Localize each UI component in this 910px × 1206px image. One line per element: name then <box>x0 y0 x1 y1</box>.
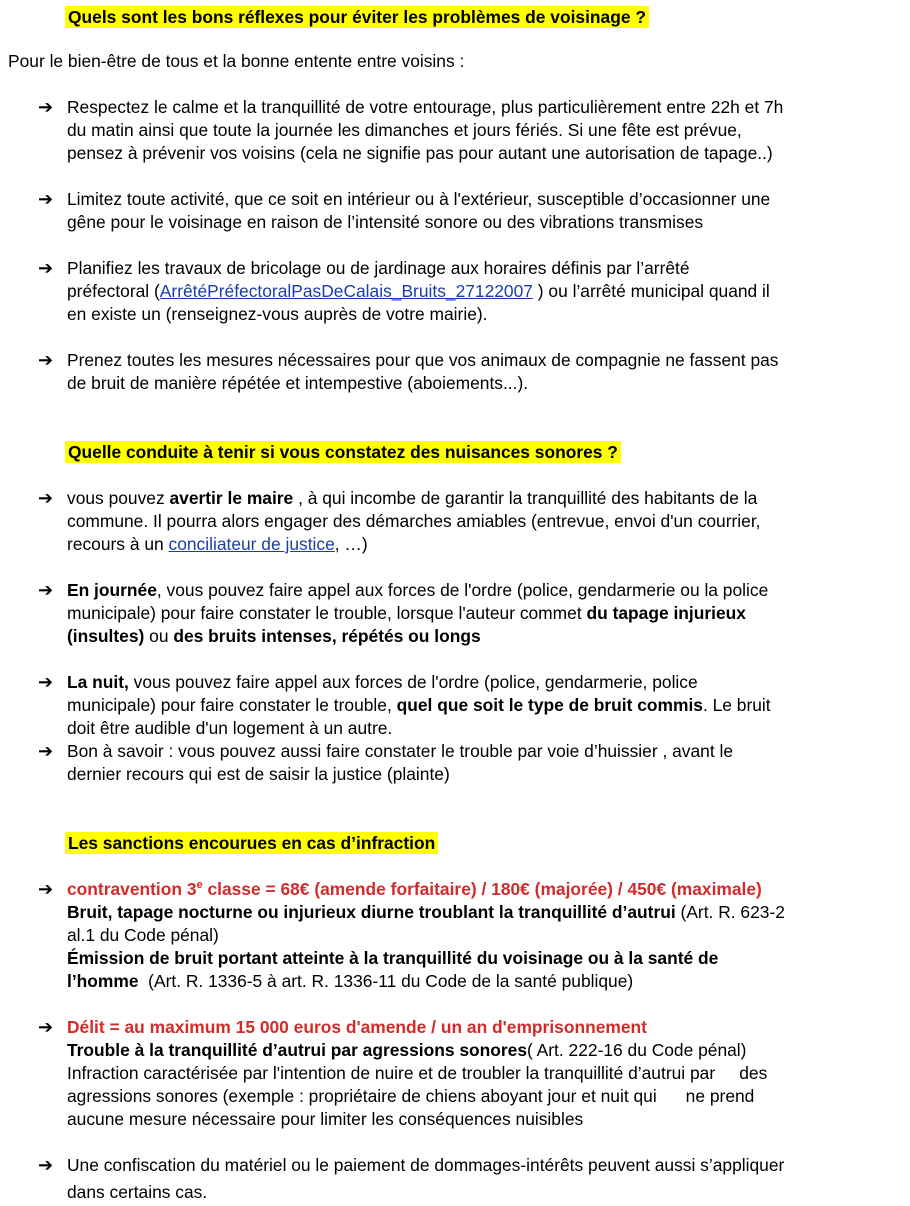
arrow-right-icon: ➔ <box>38 672 54 692</box>
arrow-right-icon: ➔ <box>38 1017 54 1037</box>
list-item: ➔ contravention 3e classe = 68€ (amende forfaitaire) / 180€ (majorée) / 450€ (maximale) Bruit, tapage nocturne ou injurieux diurne troublant la tranquillité d’autrui (Art. R. 623-2 al.1 du Code pénal) Émission de bruit portant atteinte à la tranquillité du voisinage ou à la santé de l’homme (Art. R. 1336-5 à art. R. 1336-11 du Code de la santé publique) <box>38 879 785 991</box>
arrow-right-icon: ➔ <box>38 1155 54 1175</box>
list-item: ➔ Limitez toute activité, que ce soit en intérieur ou à l'extérieur, susceptible d’occasionner une gêne pour le voisinage en raison de l’intensité sonore ou des vibrations transmises <box>38 189 771 232</box>
list-item: ➔ Respectez le calme et la tranquillité de votre entourage, plus particulièrement entre 22h et 7h du matin ainsi que toute la journée les dimanches et jours fériés. Si une fête est prévue, pensez à prévenir vos voisins (cela ne signifie pas pour autant une autorisation de tapage..) <box>38 97 784 163</box>
arrow-right-icon: ➔ <box>38 97 54 117</box>
arrow-right-icon: ➔ <box>38 350 54 370</box>
list-item: ➔ vous pouvez avertir le maire , à qui incombe de garantir la tranquillité des habitants de la commune. Il pourra alors engager des démarches amiables (entrevue, envoi d'un courrier, recours à un conciliateur de justice, …) <box>38 488 761 554</box>
arrow-right-icon: ➔ <box>38 488 54 508</box>
list-item: ➔ Planifiez les travaux de bricolage ou de jardinage aux horaires définis par l’arrêté préfectoral (ArrêtéPréfectoralPasDeCalais_Bruits_27122007 ) ou l’arrêté municipal quand il en existe un (renseignez-vous auprès de votre mairie). <box>38 258 770 324</box>
arrow-right-icon: ➔ <box>38 879 54 899</box>
section1-heading: Quels sont les bons réflexes pour éviter les problèmes de voisinage ? <box>65 6 649 28</box>
arrete-prefectoral-link[interactable]: ArrêtéPréfectoralPasDeCalais_Bruits_27122007 <box>159 281 533 301</box>
list-item: ➔ Délit = au maximum 15 000 euros d'amende / un an d'emprisonnement Trouble à la tranquillité d’autrui par agressions sonores( Art. 222-16 du Code pénal) Infraction caractérisée par l'intention de nuire et de troubler la tranquillité d’autrui par des agressions sonores (exemple : propriétaire de chiens aboyant jour et nuit qui ne prend aucune mesure nécessaire pour limiter les conséquences nuisibles <box>38 1017 768 1129</box>
section1-intro: Pour le bien-être de tous et la bonne entente entre voisins : <box>8 51 465 71</box>
conciliateur-link[interactable]: conciliateur de justice <box>168 534 335 554</box>
section2-heading: Quelle conduite à tenir si vous constatez des nuisances sonores ? <box>65 441 621 463</box>
section3-heading: Les sanctions encourues en cas d’infraction <box>65 832 438 854</box>
arrow-right-icon: ➔ <box>38 258 54 278</box>
arrow-right-icon: ➔ <box>38 189 54 209</box>
list-item: ➔ Prenez toutes les mesures nécessaires pour que vos animaux de compagnie ne fassent pas de bruit de manière répétée et intempestive (aboiements...). <box>38 350 779 393</box>
list-item: ➔ Une confiscation du matériel ou le paiement de dommages-intérêts peuvent aussi s’appliquer dans certains cas. <box>38 1155 785 1202</box>
list-item: ➔ Bon à savoir : vous pouvez aussi faire constater le trouble par voie d’huissier , avant le dernier recours qui est de saisir la justice (plainte) <box>38 741 734 784</box>
list-item: ➔ La nuit, vous pouvez faire appel aux forces de l'ordre (police, gendarmerie, police municipale) pour faire constater le trouble, quel que soit le type de bruit commis. Le bruit doit être audible d'un logement à un autre. <box>38 672 771 738</box>
list-item: ➔ En journée, vous pouvez faire appel aux forces de l'ordre (police, gendarmerie ou la police municipale) pour faire constater le trouble, lorsque l'auteur commet du tapage injurieux (insultes) ou des bruits intenses, répétés ou longs <box>38 580 769 646</box>
arrow-right-icon: ➔ <box>38 580 54 600</box>
arrow-right-icon: ➔ <box>38 741 54 761</box>
